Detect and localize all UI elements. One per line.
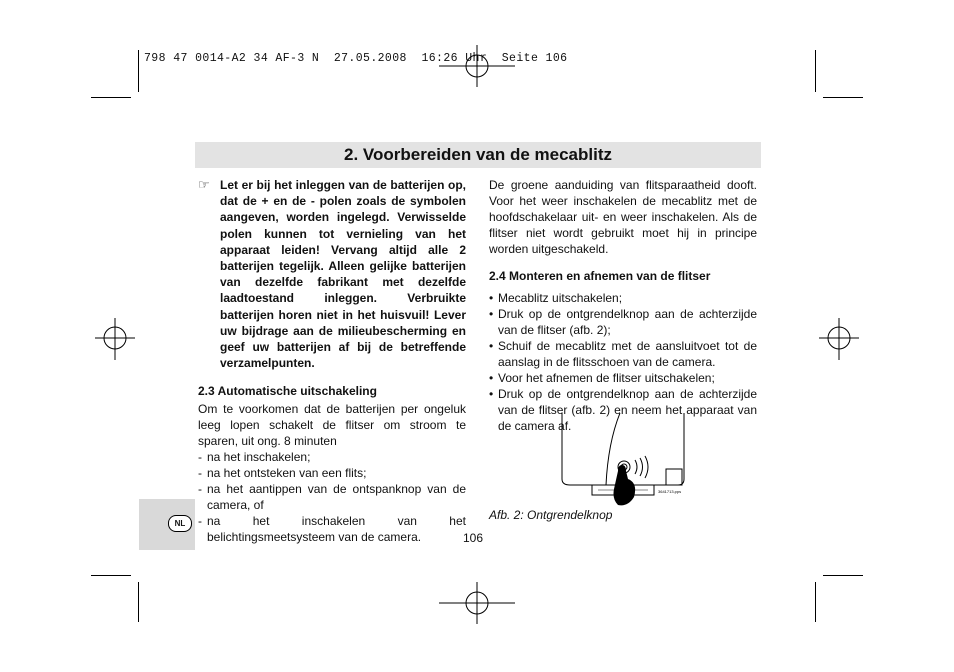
intro-paragraph: De groene aanduiding van flitsparaatheid dooft. Voor het weer inschakelen de mecablitz met de hoofdschakelaar uit- en weer inschakelen. Als de flitser niet wordt gebruikt moet hij in principe worden uitgeschakeld. (489, 178, 757, 256)
right-column (489, 177, 757, 434)
list-item: • Schuif de mecablitz met de aansluitvoet tot de aanslag in de flitsschoen van de camera. (489, 339, 757, 369)
language-tab (139, 499, 195, 550)
page-number: 106 (463, 531, 484, 545)
list-item: - na het inschakelen van het belichtingsmeetsysteem van de camera. (198, 514, 466, 545)
section-paragraph: Om te voorkomen dat de batterijen per ongeluk leeg lopen schakelt de flitser om stroom te sparen, uit ong. 8 minuten (198, 402, 466, 449)
section-heading-2-4: 2.4 Monteren en afnemen van de flitser (489, 269, 711, 283)
page-title: 2. Voorbereiden van de mecablitz (344, 145, 612, 164)
list-item: • Druk op de ontgrendelknop aan de achterzijde van de flitser (afb. 2); (489, 307, 757, 337)
warning-note-text: Let er bij het inleggen van de batterijen op, dat de + en de - polen zoals de symbolen aangeven, worden ingelegd. Verwisselde polen kunnen tot vernieling van het apparaat leiden! Vervang altijd alle 2 batterijen tegelijk. Alleen gelijke batterijen van dezelfde fabrikant met dezelfde laadtoestand inleggen. Verbruikte batterijen horen niet in het huisvuil! Lever uw bijdrage aan de milieubescherming en geef uw batterijen af bij de betreffende verzamelpunten. (220, 178, 466, 371)
left-column (198, 177, 466, 545)
language-badge: NL (168, 515, 192, 532)
list-item: • Druk op de ontgrendelknop aan de achterzijde van de flitser (afb. 2) en neem het apparaat van de camera af. (489, 387, 757, 433)
list-item: • Voor het afnemen de flitser uitschakelen; (489, 371, 715, 385)
warning-note (198, 177, 466, 371)
section-heading-2-3: 2.3 Automatische uitschakeling (198, 384, 377, 399)
list-item: - na het aantippen van de ontspanknop van de camera, of (198, 482, 466, 513)
release-button-figure (558, 413, 688, 509)
list-item: • Mecablitz uitschakelen; (489, 291, 623, 305)
shutdown-conditions-list (198, 449, 466, 545)
figure-label: 3641713.pps (658, 489, 682, 494)
title-bar (195, 142, 761, 168)
hand-pointing-icon: ☞ (198, 177, 210, 192)
print-header: 798 47 0014-A2 34 AF-3 N 27.05.2008 16:26 Uhr Seite 106 (144, 52, 568, 65)
list-item: - na het ontsteken van een flits; (198, 466, 367, 481)
figure-caption: Afb. 2: Ontgrendelknop (489, 508, 613, 522)
list-item: - na het inschakelen; (198, 450, 311, 465)
